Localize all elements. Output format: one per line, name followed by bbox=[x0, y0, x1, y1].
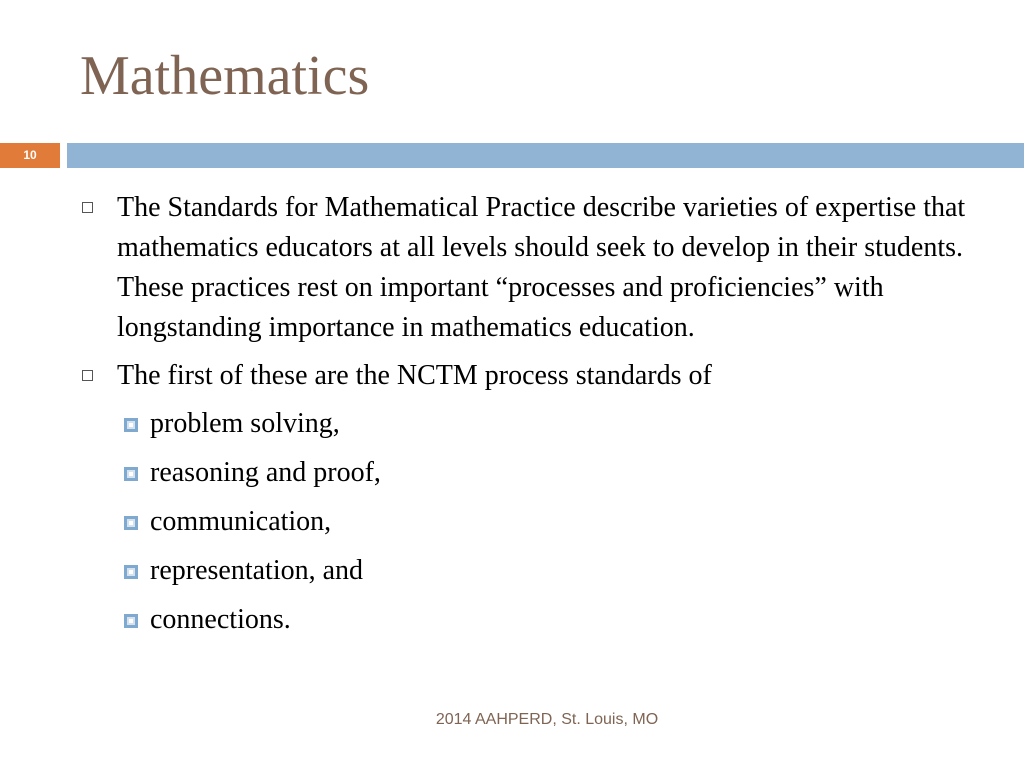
bullet-item bbox=[80, 356, 980, 396]
sub-bullet-text: connections. bbox=[150, 604, 291, 635]
slide-number-badge: 10 bbox=[0, 143, 60, 168]
hollow-square-icon bbox=[82, 370, 93, 381]
sub-bullet-item bbox=[124, 502, 980, 542]
sub-bullet-text: representation, and bbox=[150, 555, 364, 586]
framed-square-icon bbox=[124, 467, 138, 481]
bullet-text: The Standards for Mathematical Practice describe varieties of expertise that mathematics educators at all levels should seek to develop in their students. These practices rest on important “processes and proficiencies” with longstanding importance in mathematics education. bbox=[117, 192, 966, 343]
slide-title: Mathematics bbox=[80, 45, 370, 107]
framed-square-icon bbox=[124, 418, 138, 432]
slide-content bbox=[80, 188, 980, 649]
sub-bullet-item bbox=[124, 404, 980, 444]
slide-footer: 2014 AAHPERD, St. Louis, MO bbox=[435, 711, 659, 728]
sub-bullet-item bbox=[124, 551, 980, 591]
sub-bullet-list bbox=[124, 404, 980, 640]
framed-square-icon bbox=[124, 614, 138, 628]
bullet-text: The first of these are the NCTM process standards of bbox=[117, 360, 712, 391]
sub-bullet-item bbox=[124, 600, 980, 640]
sub-bullet-item bbox=[124, 453, 980, 493]
title-divider-bar bbox=[67, 143, 1024, 168]
hollow-square-icon bbox=[82, 202, 93, 213]
sub-bullet-text: communication, bbox=[150, 506, 332, 537]
sub-bullet-text: reasoning and proof, bbox=[150, 457, 381, 488]
framed-square-icon bbox=[124, 516, 138, 530]
bullet-item bbox=[80, 188, 980, 348]
sub-bullet-text: problem solving, bbox=[150, 408, 340, 439]
framed-square-icon bbox=[124, 565, 138, 579]
